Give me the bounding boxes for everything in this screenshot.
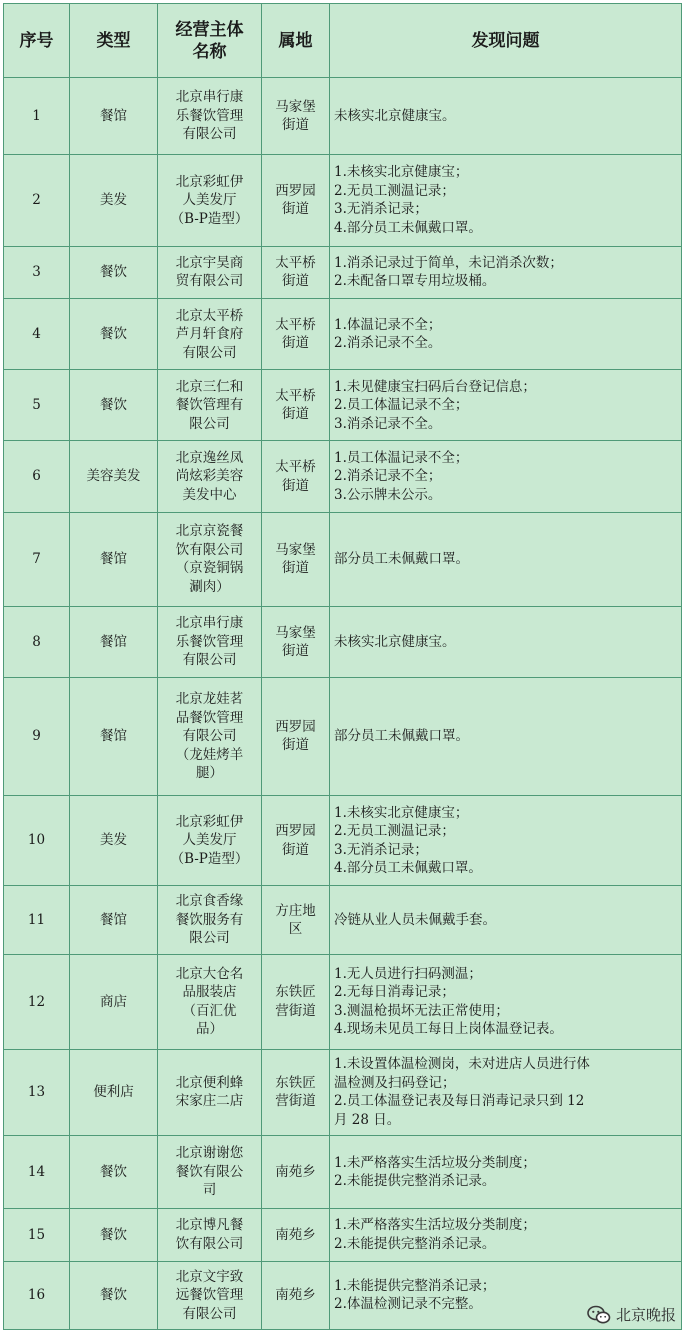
entity-name-line: 品）	[196, 1021, 223, 1038]
row-type: 美容美发	[70, 441, 158, 512]
row-entity-name	[158, 441, 262, 512]
area-line: 街道	[282, 841, 309, 858]
area-line: 南苑乡	[275, 1163, 316, 1180]
row-number: 13	[4, 1049, 70, 1135]
entity-name-line: 尚炫彩美容	[175, 468, 244, 485]
entity-name-line: （京瓷铜锅	[175, 560, 244, 577]
area-line: 营街道	[275, 1002, 316, 1019]
entity-name-line: 北京宇昊商	[175, 254, 244, 271]
area-line: 街道	[282, 477, 309, 494]
header-area: 属地	[262, 4, 330, 78]
area-line: 西罗园	[275, 182, 316, 199]
row-type: 便利店	[70, 1049, 158, 1135]
table-row	[4, 955, 682, 1049]
row-area	[262, 606, 330, 677]
row-area	[262, 1135, 330, 1208]
entity-name-line: 北京谢谢您	[175, 1145, 244, 1162]
entity-name-line: 腿）	[196, 765, 223, 782]
row-number: 1	[4, 78, 70, 155]
entity-name-line: 有限公司	[182, 126, 237, 143]
row-type: 商店	[70, 955, 158, 1049]
inspection-table-sheet	[3, 3, 681, 1330]
row-entity-name	[158, 795, 262, 885]
entity-name-line: 饮有限公司	[175, 541, 244, 558]
row-area	[262, 886, 330, 955]
issue-line: 2.未配备口罩专用垃圾桶。	[334, 273, 496, 290]
row-entity-name	[158, 955, 262, 1049]
row-issues	[330, 78, 682, 155]
entity-name-line: 北京大仓名	[175, 965, 244, 982]
issue-line: 1.体温记录不全；	[334, 316, 442, 333]
row-type: 餐饮	[70, 246, 158, 299]
area-line: 街道	[282, 737, 309, 754]
entity-name-line: 限公司	[189, 930, 230, 947]
table-body	[4, 78, 682, 1330]
table-row	[4, 795, 682, 885]
issue-line: 未核实北京健康宝。	[334, 107, 456, 124]
issue-line: 部分员工未佩戴口罩。	[334, 728, 469, 745]
issue-line: 月 28 日。	[334, 1111, 401, 1128]
area-line: 马家堡	[275, 541, 316, 558]
row-issues	[330, 678, 682, 796]
row-area	[262, 441, 330, 512]
table-row	[4, 1209, 682, 1262]
watermark-text: 北京晚报	[615, 1306, 676, 1324]
issue-line: 1.员工体温记录不全；	[334, 449, 469, 466]
row-entity-name	[158, 370, 262, 441]
row-issues	[330, 246, 682, 299]
entity-name-line: 北京龙娃茗	[175, 691, 244, 708]
area-line: 街道	[282, 643, 309, 660]
entity-name-line: 有限公司	[182, 344, 237, 361]
issue-line: 3.无消杀记录；	[334, 201, 428, 218]
area-line: 东铁匠	[275, 984, 316, 1001]
entity-name-line: 乐餐饮管理	[175, 107, 244, 124]
table-row	[4, 299, 682, 370]
issue-line: 2.未能提供完整消杀记录。	[334, 1173, 496, 1190]
row-type: 餐馆	[70, 606, 158, 677]
area-line: 方庄地	[275, 902, 316, 919]
row-type: 餐馆	[70, 886, 158, 955]
area-line: 马家堡	[275, 624, 316, 641]
area-line: 街道	[282, 560, 309, 577]
row-entity-name	[158, 155, 262, 246]
row-entity-name	[158, 299, 262, 370]
row-type: 餐馆	[70, 678, 158, 796]
issue-line: 2.无员工测温记录；	[334, 182, 455, 199]
issue-line: 2.消杀记录不全。	[334, 335, 442, 352]
header-row	[4, 4, 682, 78]
issue-line: 1.未能提供完整消杀记录；	[334, 1277, 496, 1294]
entity-name-line: 餐饮管理有	[175, 397, 244, 414]
entity-name-line: 北京文宇致	[175, 1268, 244, 1285]
issue-line: 1.未严格落实生活垃圾分类制度；	[334, 1217, 536, 1234]
area-line: 太平桥	[275, 316, 316, 333]
row-type: 美发	[70, 155, 158, 246]
newspaper-watermark	[587, 1304, 676, 1325]
issue-line: 3.无消杀记录；	[334, 841, 428, 858]
area-line: 街道	[282, 335, 309, 352]
entity-name-line: 北京便利蜂	[175, 1074, 244, 1091]
row-number: 3	[4, 246, 70, 299]
entity-name-line: 北京三仁和	[175, 378, 244, 395]
table-row	[4, 1261, 682, 1329]
row-number: 6	[4, 441, 70, 512]
issue-line: 温检测及扫码登记；	[334, 1074, 456, 1091]
area-line: 南苑乡	[275, 1226, 316, 1243]
row-type: 餐饮	[70, 1261, 158, 1329]
entity-name-line: 美发中心	[182, 486, 237, 503]
table-row	[4, 606, 682, 677]
entity-name-line: 芦月轩食府	[175, 326, 244, 343]
row-type: 餐饮	[70, 299, 158, 370]
row-entity-name	[158, 1135, 262, 1208]
issue-line: 2.体温检测记录不完整。	[334, 1296, 482, 1313]
issue-line: 1.未核实北京健康宝；	[334, 804, 469, 821]
row-number: 12	[4, 955, 70, 1049]
entity-name-line: 司	[202, 1182, 217, 1199]
issue-line: 2.员工体温登记表及每日消毒记录只到 12	[334, 1093, 585, 1110]
row-area	[262, 299, 330, 370]
area-line: 马家堡	[275, 98, 316, 115]
row-type: 餐饮	[70, 370, 158, 441]
issue-line: 1.未见健康宝扫码后台登记信息；	[334, 378, 536, 395]
entity-name-line: （百汇优	[182, 1002, 237, 1019]
entity-name-line: 人美发厅	[182, 192, 237, 209]
row-area	[262, 370, 330, 441]
table-row	[4, 512, 682, 606]
row-number: 5	[4, 370, 70, 441]
area-line: 区	[288, 921, 303, 938]
issue-line: 未核实北京健康宝。	[334, 633, 456, 650]
issue-line: 1.未严格落实生活垃圾分类制度；	[334, 1154, 536, 1171]
row-issues	[330, 299, 682, 370]
area-line: 街道	[282, 201, 309, 218]
area-line: 西罗园	[275, 823, 316, 840]
entity-name-line: 北京彩虹伊	[175, 173, 244, 190]
row-number: 7	[4, 512, 70, 606]
issue-line: 3.公示牌未公示。	[334, 486, 442, 503]
entity-name-line: 贸有限公司	[175, 273, 244, 290]
entity-name-line: （B-P造型）	[170, 850, 249, 867]
entity-name-line: 餐饮服务有	[175, 911, 244, 928]
row-number: 4	[4, 299, 70, 370]
row-number: 15	[4, 1209, 70, 1262]
issue-line: 1.无人员进行扫码测温；	[334, 965, 482, 982]
row-number: 10	[4, 795, 70, 885]
row-area	[262, 246, 330, 299]
issue-line: 1.未核实北京健康宝；	[334, 164, 469, 181]
area-line: 太平桥	[275, 459, 316, 476]
issue-line: 2.未能提供完整消杀记录。	[334, 1235, 496, 1252]
entity-name-line: 北京串行康	[175, 89, 244, 106]
area-line: 街道	[282, 117, 309, 134]
row-type: 餐馆	[70, 78, 158, 155]
row-entity-name	[158, 886, 262, 955]
row-issues	[330, 1209, 682, 1262]
row-issues	[330, 886, 682, 955]
entity-name-line: 乐餐饮管理	[175, 633, 244, 650]
entity-name-line: 餐饮有限公	[175, 1163, 244, 1180]
row-issues	[330, 441, 682, 512]
row-number: 16	[4, 1261, 70, 1329]
table-row	[4, 1135, 682, 1208]
row-area	[262, 78, 330, 155]
header-number: 序号	[4, 4, 70, 78]
issue-line: 1.未设置体温检测岗，未对进店人员进行体	[334, 1056, 590, 1073]
row-issues	[330, 955, 682, 1049]
area-line: 太平桥	[275, 254, 316, 271]
header-entity-name	[158, 4, 262, 78]
table-row	[4, 370, 682, 441]
table-row	[4, 441, 682, 512]
row-entity-name	[158, 1209, 262, 1262]
row-type: 餐饮	[70, 1135, 158, 1208]
wechat-icon	[587, 1305, 611, 1325]
entity-name-line: 有限公司	[182, 728, 237, 745]
entity-name-line: 北京博凡餐	[175, 1217, 244, 1234]
row-type: 美发	[70, 795, 158, 885]
issue-line: 3.消杀记录不全。	[334, 415, 442, 432]
header-type: 类型	[70, 4, 158, 78]
table-row	[4, 78, 682, 155]
row-entity-name	[158, 678, 262, 796]
entity-name-line: 北京逸丝凤	[175, 449, 244, 466]
row-area	[262, 678, 330, 796]
entity-name-line: 品服装店	[182, 984, 237, 1001]
issue-line: 1.消杀记录过于简单，未记消杀次数；	[334, 254, 563, 271]
issue-line: 部分员工未佩戴口罩。	[334, 551, 469, 568]
row-entity-name	[158, 78, 262, 155]
entity-name-line: （龙娃烤羊	[175, 746, 244, 763]
area-line: 东铁匠	[275, 1074, 316, 1091]
row-area	[262, 795, 330, 885]
issue-line: 2.员工体温记录不全；	[334, 397, 469, 414]
header-issues: 发现问题	[330, 4, 682, 78]
area-line: 街道	[282, 273, 309, 290]
table-row	[4, 678, 682, 796]
entity-name-line: 人美发厅	[182, 832, 237, 849]
row-type: 餐馆	[70, 512, 158, 606]
header-entity-name-line: 名称	[192, 41, 227, 62]
row-entity-name	[158, 1261, 262, 1329]
entity-name-line: （B-P造型）	[170, 210, 249, 227]
issue-line: 4.部分员工未佩戴口罩。	[334, 219, 482, 236]
row-area	[262, 512, 330, 606]
entity-name-line: 有限公司	[182, 652, 237, 669]
area-line: 街道	[282, 406, 309, 423]
area-line: 太平桥	[275, 387, 316, 404]
row-entity-name	[158, 246, 262, 299]
entity-name-line: 远餐饮管理	[175, 1287, 244, 1304]
table-row	[4, 1049, 682, 1135]
inspection-table	[3, 3, 682, 1330]
issue-line: 2.消杀记录不全；	[334, 468, 442, 485]
row-issues	[330, 512, 682, 606]
row-issues	[330, 1135, 682, 1208]
row-issues	[330, 795, 682, 885]
row-entity-name	[158, 1049, 262, 1135]
row-area	[262, 1261, 330, 1329]
table-row	[4, 886, 682, 955]
row-type: 餐饮	[70, 1209, 158, 1262]
row-entity-name	[158, 512, 262, 606]
issue-line: 3.测温枪损坏无法正常使用；	[334, 1002, 509, 1019]
area-line: 南苑乡	[275, 1287, 316, 1304]
entity-name-line: 涮肉）	[189, 578, 230, 595]
header-entity-name-line: 经营主体	[175, 19, 244, 40]
row-issues	[330, 1049, 682, 1135]
entity-name-line: 限公司	[189, 415, 230, 432]
entity-name-line: 北京食香缘	[175, 893, 244, 910]
table-row	[4, 155, 682, 246]
entity-name-line: 饮有限公司	[175, 1235, 244, 1252]
issue-line: 4.现场未见员工每日上岗体温登记表。	[334, 1021, 563, 1038]
row-area	[262, 1209, 330, 1262]
table-row	[4, 246, 682, 299]
entity-name-line: 北京太平桥	[175, 307, 244, 324]
entity-name-line: 有限公司	[182, 1305, 237, 1322]
row-number: 2	[4, 155, 70, 246]
issue-line: 2.无每日消毒记录；	[334, 984, 455, 1001]
area-line: 营街道	[275, 1093, 316, 1110]
row-issues	[330, 606, 682, 677]
row-entity-name	[158, 606, 262, 677]
row-number: 14	[4, 1135, 70, 1208]
entity-name-line: 北京京瓷餐	[175, 523, 244, 540]
entity-name-line: 北京串行康	[175, 615, 244, 632]
row-issues	[330, 155, 682, 246]
row-area	[262, 1049, 330, 1135]
issue-line: 冷链从业人员未佩戴手套。	[334, 911, 496, 928]
row-number: 11	[4, 886, 70, 955]
row-number: 8	[4, 606, 70, 677]
entity-name-line: 品餐饮管理	[175, 709, 244, 726]
issue-line: 4.部分员工未佩戴口罩。	[334, 860, 482, 877]
entity-name-line: 宋家庄二店	[175, 1093, 244, 1110]
row-area	[262, 155, 330, 246]
entity-name-line: 北京彩虹伊	[175, 813, 244, 830]
row-area	[262, 955, 330, 1049]
row-issues	[330, 370, 682, 441]
row-number: 9	[4, 678, 70, 796]
area-line: 西罗园	[275, 718, 316, 735]
issue-line: 2.无员工测温记录；	[334, 823, 455, 840]
